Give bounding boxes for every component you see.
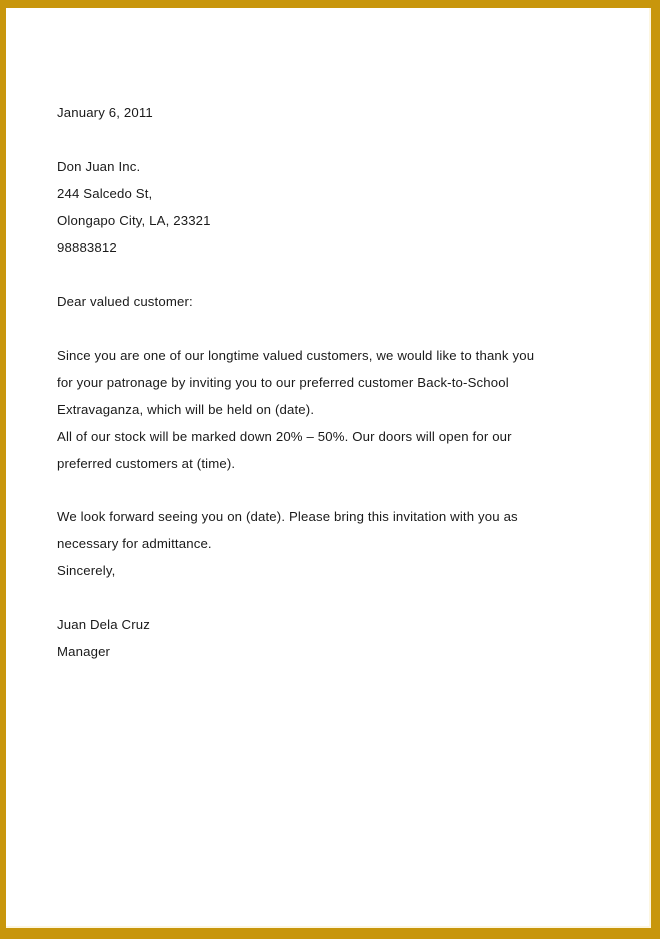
paragraph2-line1: All of our stock will be marked down 20% – 50%. Our doors will open for our (57, 429, 512, 444)
spacer-after-date (57, 126, 635, 153)
signature-name: Juan Dela Cruz (57, 617, 150, 632)
paragraph3-line1: We look forward seeing you on (date). Please bring this invitation with you as (57, 509, 518, 524)
body-paragraph-2 (57, 423, 635, 477)
body-paragraph-3 (57, 503, 635, 584)
signature-title: Manager (57, 644, 111, 659)
spacer-after-salutation (57, 315, 635, 342)
paragraph2-line2: preferred customers at (time). (57, 456, 236, 471)
spacer-before-signature (57, 584, 635, 611)
signature-block (57, 611, 635, 665)
recipient-phone: 98883812 (57, 240, 117, 255)
paragraph1-line3: Extravaganza, which will be held on (date). (57, 402, 315, 417)
recipient-city-state-zip: Olongapo City, LA, 23321 (57, 213, 211, 228)
closing: Sincerely, (57, 563, 116, 578)
recipient-street: 244 Salcedo St, (57, 186, 153, 201)
letter-page (6, 8, 651, 928)
salutation: Dear valued customer: (57, 294, 193, 309)
paragraph1-line2: for your patronage by inviting you to our preferred customer Back-to-School (57, 375, 509, 390)
letter-date: January 6, 2011 (57, 105, 153, 120)
spacer-after-paragraph-2 (57, 477, 635, 503)
paragraph3-line2: necessary for admittance. (57, 536, 212, 551)
recipient-company: Don Juan Inc. (57, 159, 141, 174)
salutation-block (57, 288, 635, 315)
spacer-after-address (57, 261, 635, 288)
paragraph1-line1: Since you are one of our longtime valued customers, we would like to thank you (57, 348, 535, 363)
body-paragraph-1 (57, 342, 635, 423)
recipient-address-block (57, 153, 635, 261)
date-block (57, 99, 635, 126)
letter-content (57, 99, 635, 665)
